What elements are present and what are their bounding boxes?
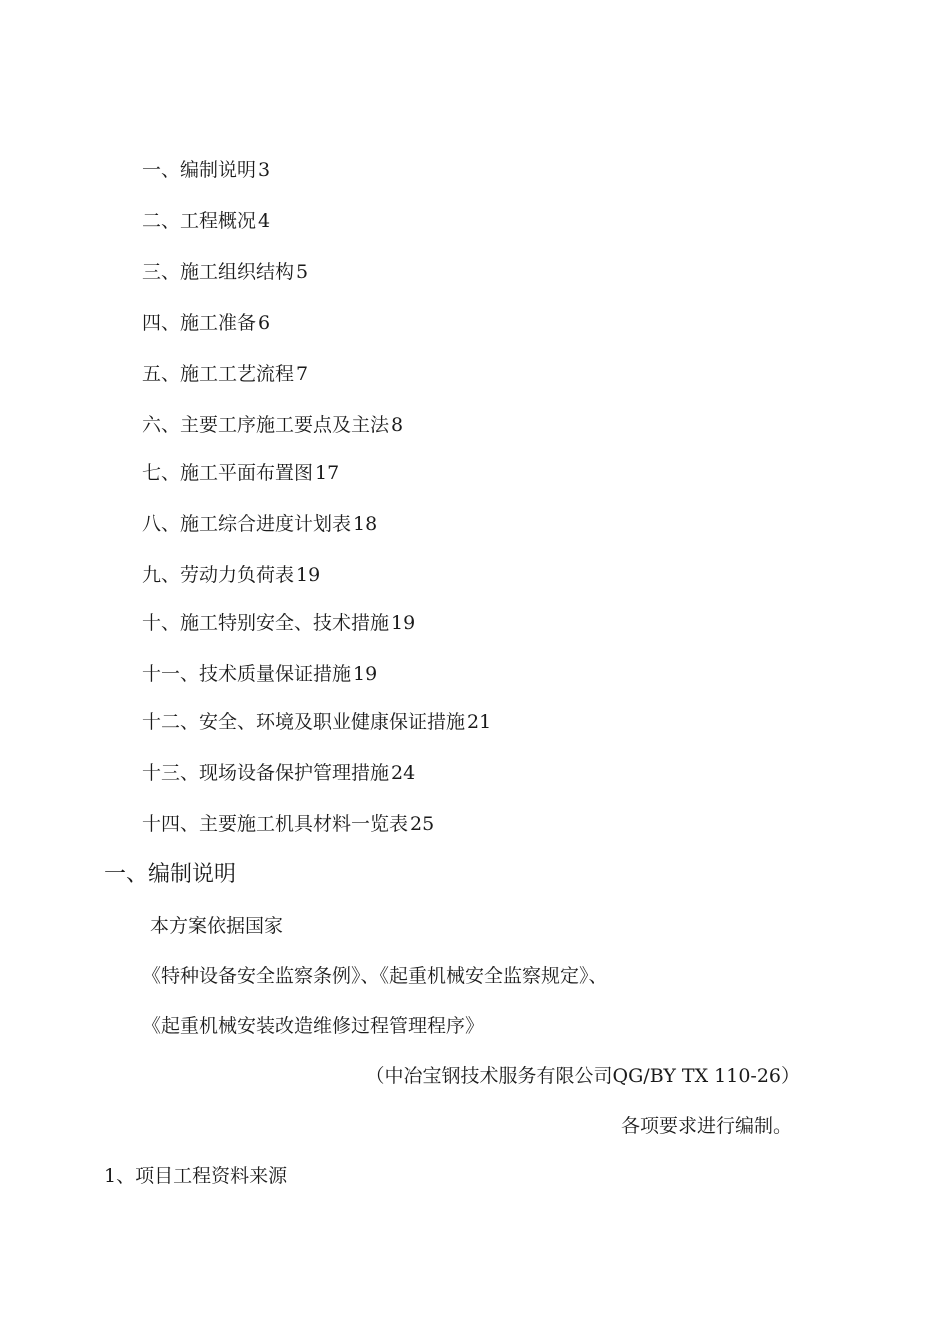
toc-entry-label: 六、主要工序施工要点及主法 <box>142 414 390 436</box>
toc-entry-label: 十、施工特别安全、技术措施 <box>142 612 390 634</box>
toc-entry[interactable] <box>142 710 491 734</box>
toc-entry[interactable] <box>142 413 403 437</box>
toc-entry-label: 四、施工准备 <box>142 312 257 334</box>
body-paragraph: 《起重机械安装改造维修过程管理程序》 <box>142 1015 485 1037</box>
toc-entry[interactable] <box>142 812 434 836</box>
subsection-heading: 1、项目工程资料来源 <box>104 1165 288 1187</box>
toc-entry-label: 十四、主要施工机具材料一览表 <box>142 813 409 835</box>
toc-entry-label: 十一、技术质量保证措施 <box>142 663 352 685</box>
toc-entry-page: 19 <box>353 663 378 685</box>
toc-entry-label: 十二、安全、环境及职业健康保证措施 <box>142 711 466 733</box>
toc-entry-label: 二、工程概况 <box>142 210 257 232</box>
toc-entry-page: 5 <box>296 261 309 283</box>
toc-entry-page: 3 <box>258 159 271 181</box>
toc-entry-label: 十三、现场设备保护管理措施 <box>142 762 390 784</box>
toc-entry[interactable] <box>142 512 377 536</box>
toc-entry-page: 19 <box>296 564 321 586</box>
toc-entry-page: 24 <box>391 762 416 784</box>
toc-entry[interactable] <box>142 209 270 233</box>
toc-entry-page: 6 <box>258 312 271 334</box>
toc-entry[interactable] <box>142 611 415 635</box>
toc-entry[interactable] <box>142 563 320 587</box>
toc-entry-label: 三、施工组织结构 <box>142 261 295 283</box>
toc-entry-page: 8 <box>391 414 404 436</box>
body-paragraph: 本方案依据国家 <box>150 915 284 937</box>
toc-entry[interactable] <box>142 311 270 335</box>
toc-entry-label: 九、劳动力负荷表 <box>142 564 295 586</box>
toc-entry-label: 八、施工综合进度计划表 <box>142 513 352 535</box>
body-paragraph: （中冶宝钢技术服务有限公司QG/BY TX 110-26） <box>365 1065 800 1087</box>
toc-entry-page: 19 <box>391 612 416 634</box>
toc-entry-page: 25 <box>410 813 435 835</box>
body-paragraph: 各项要求进行编制。 <box>620 1115 792 1137</box>
toc-entry-page: 4 <box>258 210 271 232</box>
toc-entry[interactable] <box>142 260 308 284</box>
toc-entry[interactable] <box>142 362 308 386</box>
toc-entry-page: 18 <box>353 513 378 535</box>
toc-entry[interactable] <box>142 158 270 182</box>
toc-entry-label: 五、施工工艺流程 <box>142 363 295 385</box>
toc-entry-page: 21 <box>467 711 492 733</box>
toc-entry-label: 一、编制说明 <box>142 159 257 181</box>
toc-entry[interactable] <box>142 662 377 686</box>
toc-entry-label: 七、施工平面布置图 <box>142 462 314 484</box>
section-heading: 一、编制说明 <box>104 862 237 887</box>
toc-entry[interactable] <box>142 461 339 485</box>
toc-entry[interactable] <box>142 761 415 785</box>
toc-entry-page: 17 <box>315 462 340 484</box>
toc-entry-page: 7 <box>296 363 309 385</box>
body-paragraph: 《特种设备安全监察条例》、《起重机械安全监察规定》、 <box>142 965 608 987</box>
